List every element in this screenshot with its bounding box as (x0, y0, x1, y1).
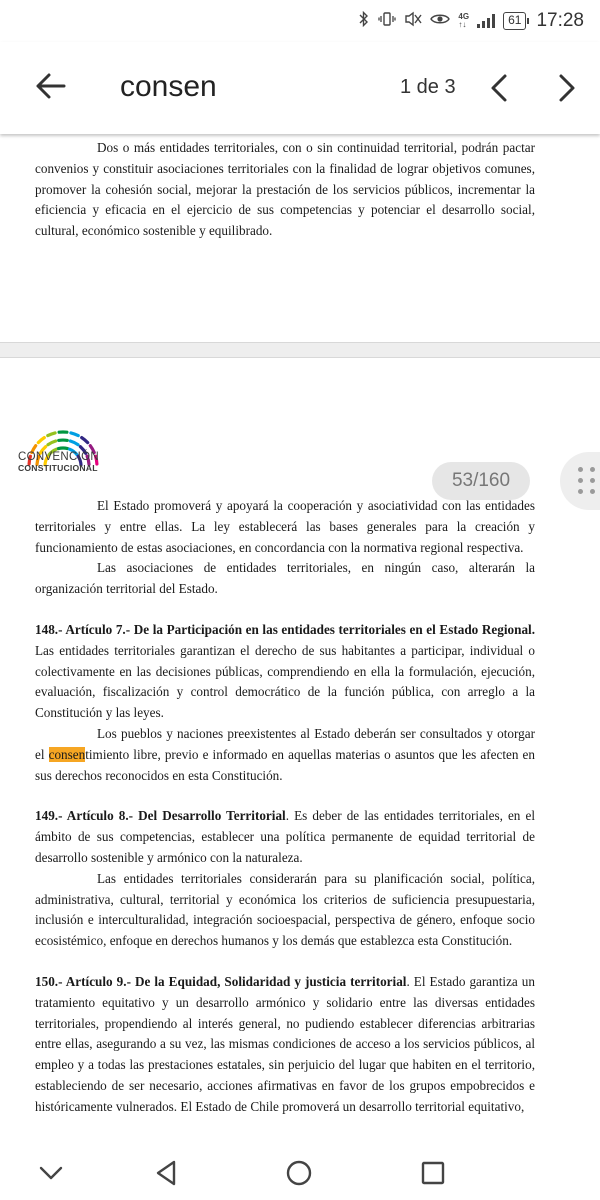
paragraph-asociaciones: Dos o más entidades territoriales, con o sin continuidad territorial, podrán pactar convenios y constituir asociaciones territoriales con la finalidad de lograr objetivos comunes, promover la cohesión social, mejorar la prestación de los servicios públicos, incrementar la eficiencia y eficacia en el ejercicio de sus competencias y potenciar el desarrollo social, cultural, económico sostenible y equilibrado. (35, 140, 535, 239)
previous-match-icon[interactable] (482, 68, 518, 108)
recents-square-icon[interactable] (418, 1158, 448, 1188)
network-sub: ↑↓ (458, 20, 467, 29)
search-input[interactable]: consen (120, 70, 217, 103)
logo-arc-segment (71, 433, 78, 436)
back-triangle-icon[interactable] (152, 1158, 182, 1188)
logo-arc-segment (48, 433, 55, 436)
status-time: 17:28 (536, 10, 584, 31)
signal-icon (477, 14, 495, 28)
system-nav-bar (0, 1146, 600, 1200)
article-150-title: 150.- Artículo 9.- De la Equidad, Solidaridad y justicia territorial (35, 973, 407, 989)
find-in-page-bar (0, 42, 600, 134)
article-148 (35, 620, 535, 724)
next-match-icon[interactable] (548, 68, 584, 108)
logo-arc-segment (38, 438, 44, 443)
article-148-paragraph-2 (35, 724, 535, 786)
battery-icon: 61 (503, 12, 526, 30)
eye-comfort-icon (430, 12, 450, 30)
page-separator (0, 342, 600, 358)
logo-arc-segment (82, 438, 88, 443)
search-match-highlight: consen (48, 746, 86, 762)
article-149 (35, 806, 535, 868)
article-148-p2-before: Los pueblos y naciones preexistentes al Estado deberán ser consultados y otorgar el (35, 725, 535, 762)
network-label: 4G (458, 12, 470, 21)
paragraph-cooperacion: El Estado promoverá y apoyará la cooperación y asociatividad con las entidades territoriales y entre ellas. La ley establecerá las bases generales para la creación y funcionamiento de estas asociaciones, en concordancia con la normativa regional respectiva. (35, 498, 535, 555)
home-circle-icon[interactable] (284, 1158, 314, 1188)
paragraph-organizacion: Las asociaciones de entidades territoriales, en ningún caso, alterarán la organización territorial del Estado. (35, 560, 535, 597)
convencion-logo-text (18, 451, 99, 473)
article-149-body: . Es deber de las entidades territoriales, en el ámbito de sus competencias, establecer una política permanente de equidad territorial de desarrollo sostenible y armónico con la naturaleza. (35, 808, 535, 865)
chevron-down-icon[interactable] (36, 1158, 66, 1188)
document-page-previous (0, 134, 600, 342)
article-150-body: . El Estado garantiza un tratamiento equitativo y un desarrollo armónico y solidario entre las diversas entidades territoriales, propendiendo al interés general, no pudiendo establecer diferencias arbitrarias entre ellas, asegurando a su vez, las mismas condiciones de acceso a los servicios públicos, al empleo y a todas las prestaciones estatales, sin perjuicio del lugar que habiten en el territorio, estableciendo de ser necesario, acciones afirmativas en favor de los grupos empobrecidos e históricamente vulnerados. El Estado de Chile promoverá un desarrollo territorial equitativo, (35, 973, 535, 1114)
bluetooth-icon (358, 11, 370, 31)
article-148-title: 148.- Artículo 7.- De la Participación en las entidades territoriales en el Estado Regional. (35, 621, 535, 637)
logo-arc-segment (48, 441, 56, 445)
back-arrow-icon[interactable] (28, 64, 72, 108)
logo-arc-segment (59, 448, 68, 449)
article-148-p2-after: timiento libre, previo e informado en aquellas materias o asuntos que les afecten en sus derechos reconocidos en esta Constitución. (35, 746, 535, 783)
article-149-paragraph-2: Las entidades territoriales considerarán para su planificación social, política, administrativa, cultural, territorial y económica los criterios de suficiencia presupuestaria, inclusión e interculturalidad, integración socioespacial, perspectiva de género, enfoque socio ecosistémico, enfoque en derechos humanos y los demás que establezca esta Constitución. (35, 870, 535, 949)
document-body (35, 496, 535, 1118)
mute-icon (404, 11, 422, 31)
status-bar (0, 0, 600, 42)
article-149-title: 149.- Artículo 8.- Del Desarrollo Territorial (35, 808, 286, 824)
vibrate-icon (378, 11, 396, 31)
logo-arc-segment (70, 441, 78, 445)
match-count: 1 de 3 (400, 76, 456, 98)
logo-line-1: CONVENCIÓN (18, 451, 99, 463)
article-150 (35, 972, 535, 1118)
article-148-body: Las entidades territoriales garantizan el derecho de sus habitantes a participar, individual o colectivamente en las decisiones públicas, comprendiendo en ella la formulación, ejecución, evaluación, fiscalización y control democrático de la función pública, con arreglo a la Constitución y las leyes. (35, 642, 535, 721)
network-4g-icon (458, 13, 469, 29)
logo-line-2: CONSTITUCIONAL (18, 463, 98, 473)
page-indicator: 53/160 (432, 462, 530, 500)
